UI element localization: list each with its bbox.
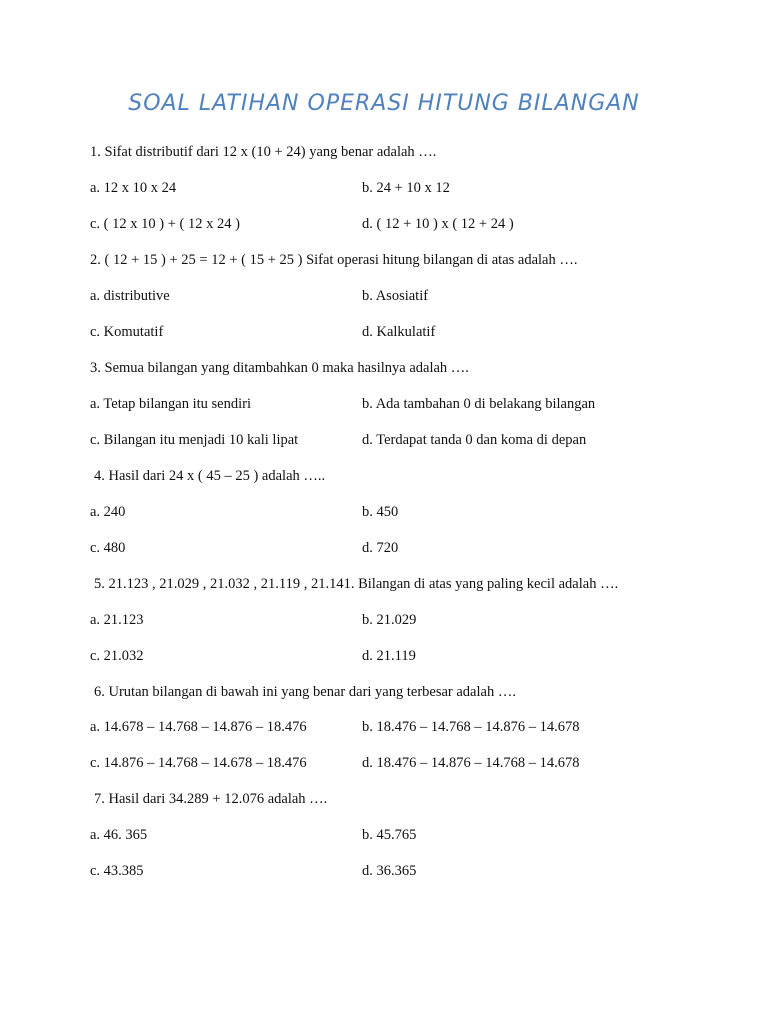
question-3: 3. Semua bilangan yang ditambahkan 0 maka hasilnya adalah …. [90,360,469,376]
question-5-option-d: d. 21.119 [362,648,416,664]
question-5-option-c: c. 21.032 [90,648,144,664]
question-6-option-d: d. 18.476 – 14.876 – 14.768 – 14.678 [362,755,580,771]
question-1-option-b: b. 24 + 10 x 12 [362,180,450,196]
question-2-option-b: b. Asosiatif [362,288,429,304]
question-7-option-a: a. 46. 365 [90,827,148,843]
question-7-option-d: d. 36.365 [362,863,417,879]
question-1: 1. Sifat distributif dari 12 x (10 + 24) yang benar adalah …. [90,144,437,160]
question-6-option-a: a. 14.678 – 14.768 – 14.876 – 18.476 [90,719,307,735]
document-title: SOAL LATIHAN OPERASI HITUNG BILANGAN [128,91,640,116]
question-7-option-c: c. 43.385 [90,863,144,879]
question-7: 7. Hasil dari 34.289 + 12.076 adalah …. [94,791,328,807]
question-3-option-d: d. Terdapat tanda 0 dan koma di depan [362,432,587,448]
question-6-option-b: b. 18.476 – 14.768 – 14.876 – 14.678 [362,719,580,735]
question-1-option-a: a. 12 x 10 x 24 [90,180,177,196]
question-6-option-c: c. 14.876 – 14.768 – 14.678 – 18.476 [90,755,307,771]
question-3-option-a: a. Tetap bilangan itu sendiri [90,396,251,412]
question-2-option-a: a. distributive [90,288,170,304]
question-1-option-d: d. ( 12 + 10 ) x ( 12 + 24 ) [362,216,514,232]
question-4-option-a: a. 240 [90,504,126,520]
question-4-option-c: c. 480 [90,540,126,556]
question-3-option-b: b. Ada tambahan 0 di belakang bilangan [362,396,596,412]
question-7-option-b: b. 45.765 [362,827,417,843]
question-5-option-b: b. 21.029 [362,612,417,628]
question-1-option-c: c. ( 12 x 10 ) + ( 12 x 24 ) [90,216,240,232]
question-4: 4. Hasil dari 24 x ( 45 – 25 ) adalah ….. [94,468,326,484]
question-2: 2. ( 12 + 15 ) + 25 = 12 + ( 15 + 25 ) Sifat operasi hitung bilangan di atas adalah …. [90,252,578,268]
question-5-option-a: a. 21.123 [90,612,144,628]
question-2-option-c: c. Komutatif [90,324,164,340]
question-2-option-d: d. Kalkulatif [362,324,436,340]
question-4-option-b: b. 450 [362,504,399,520]
question-6: 6. Urutan bilangan di bawah ini yang benar dari yang terbesar adalah …. [94,684,516,700]
question-4-option-d: d. 720 [362,540,399,556]
question-3-option-c: c. Bilangan itu menjadi 10 kali lipat [90,432,299,448]
question-5: 5. 21.123 , 21.029 , 21.032 , 21.119 , 21.141. Bilangan di atas yang paling kecil adalah …. [94,576,619,592]
